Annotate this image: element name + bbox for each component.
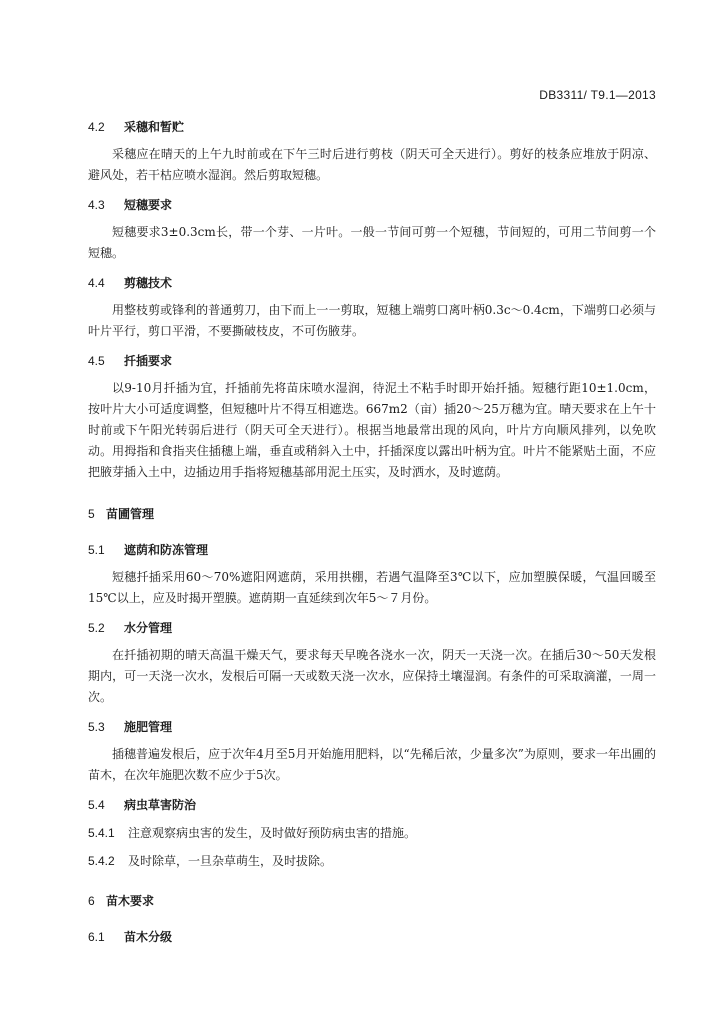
section-4-3-heading: 4.3 短穗要求 [88, 198, 173, 212]
section-4-4-heading: 4.4 剪穗技术 [88, 276, 173, 290]
document-code: DB3311/ T9.1—2013 [539, 88, 656, 102]
section-5-2-paragraph: 在扦插初期的晴天高温干燥天气，要求每天早晚各浇水一次，阴天一天浇一次。在插后30～50天发根期内，可一天浇一次水，发根后可隔一天或数天浇一次水，应保持土壤湿润。有条件的可采取滴灌，一周一次。 [88, 648, 656, 704]
section-6-1-heading: 6.1 苗木分级 [88, 930, 173, 944]
section-5-1-heading: 5.1 遮荫和防冻管理 [88, 543, 209, 557]
section-5-4-2-item: 5.4.2 及时除草，一旦杂草萌生，及时拔除。 [88, 854, 333, 868]
section-4-2-paragraph: 采穗应在晴天的上午九时前或在下午三时后进行剪枝（阴天可全天进行）。剪好的枝条应堆放于阴凉、避风处，若干枯应喷水湿润。然后剪取短穗。 [88, 147, 656, 182]
section-5-4-heading: 5.4 病虫草害防治 [88, 798, 197, 812]
section-5-3-heading: 5.3 施肥管理 [88, 720, 173, 734]
section-4-5-heading: 4.5 扦插要求 [88, 354, 173, 368]
section-4-3-paragraph: 短穗要求3±0.3cm长，带一个芽、一片叶。一般一节间可剪一个短穗，节间短的，可用二节间剪一个短穗。 [88, 225, 656, 260]
document-body [88, 118, 656, 946]
section-5-heading: 5 苗圃管理 [88, 507, 155, 521]
section-5-4-1-item: 5.4.1 注意观察病虫害的发生，及时做好预防病虫害的措施。 [88, 826, 417, 840]
section-4-2-heading: 4.2 采穗和暂贮 [88, 120, 185, 134]
section-4-5-paragraph: 以9-10月扦插为宜，扦插前先将苗床喷水湿润，待泥土不粘手时即开始扦插。短穗行距10±1.0cm，按叶片大小可适度调整，但短穗叶片不得互相遮迭。667m2（亩）插20～25万穗为宜。晴天要求在上午十时前或下午阳光转弱后进行（阴天可全天进行）。根据当地最常出现的风向，叶片方向顺风排列，以免吹动。用拇指和食指夹住插穗上端，垂直或稍斜入土中，扦插深度以露出叶柄为宜。叶片不能紧贴土面，不应把腋芽插入土中，边插边用手指将短穗基部用泥土压实，及时洒水，及时遮荫。 [88, 381, 656, 479]
section-5-2-heading: 5.2 水分管理 [88, 621, 173, 635]
section-5-1-paragraph: 短穗扦插采用60～70%遮阳网遮荫，采用拱棚，若遇气温降至3℃以下，应加塑膜保暖，气温回暖至15℃以上，应及时揭开塑膜。遮荫期一直延续到次年5～７月份。 [88, 570, 656, 605]
header-rule [88, 105, 656, 106]
section-4-4-paragraph: 用整枝剪或锋利的普通剪刀，由下而上一一剪取，短穗上端剪口离叶柄0.3c～0.4cm，下端剪口必须与叶片平行，剪口平滑，不要撕破枝皮，不可伤腋芽。 [88, 303, 656, 338]
section-6-heading: 6 苗木要求 [88, 894, 155, 908]
section-5-3-paragraph: 插穗普遍发根后，应于次年4月至5月开始施用肥料，以“先稀后浓，少量多次”为原则，要求一年出圃的苗木，在次年施肥次数不应少于5次。 [88, 747, 656, 782]
